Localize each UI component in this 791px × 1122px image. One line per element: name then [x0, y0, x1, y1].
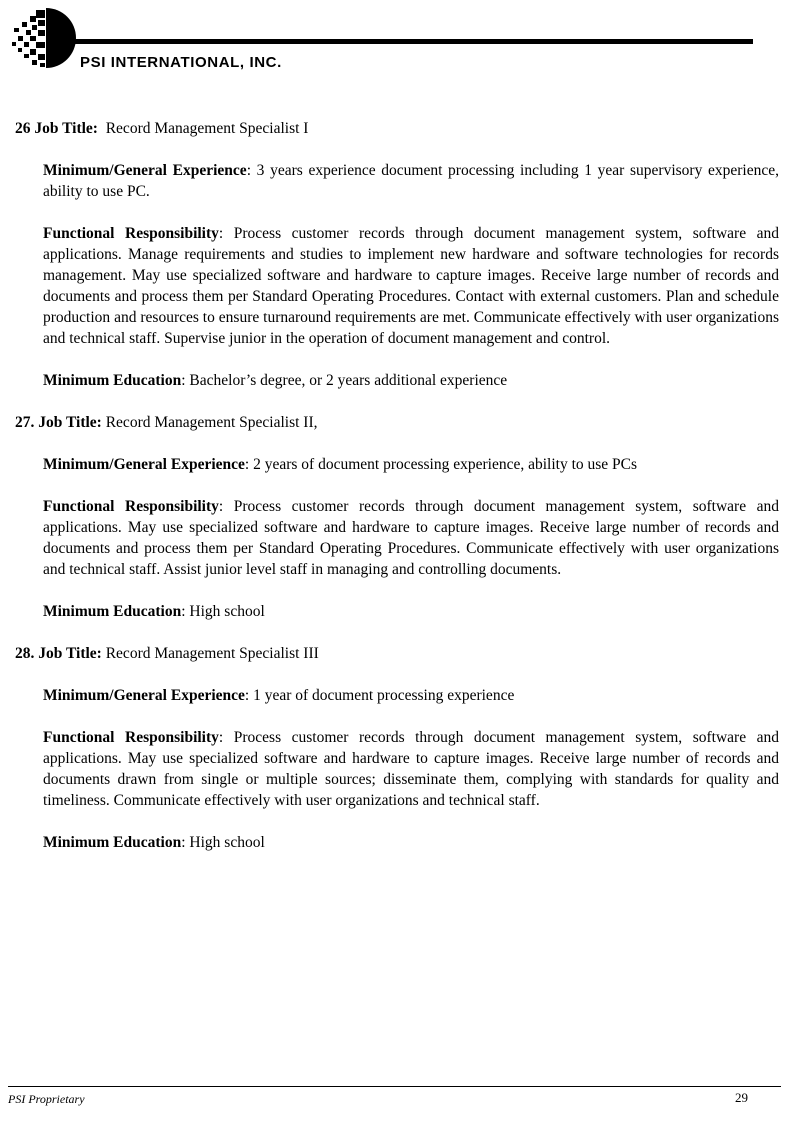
experience-label: Minimum/General Experience	[43, 687, 245, 704]
job-title-label: Job Title:	[34, 120, 98, 137]
job-heading	[15, 643, 779, 664]
education-paragraph	[43, 832, 779, 853]
psi-logo-icon	[8, 6, 80, 70]
education-text: : Bachelor’s degree, or 2 years additional experience	[181, 372, 508, 389]
job-number: 28.	[15, 645, 35, 662]
job-title: Record Management Specialist III	[105, 645, 319, 662]
experience-label: Minimum/General Experience	[43, 456, 245, 473]
job-entry	[15, 412, 779, 622]
responsibility-label: Functional Responsibility	[43, 225, 219, 242]
experience-text: : 2 years of document processing experience, ability to use PCs	[244, 456, 638, 473]
job-descriptions	[15, 118, 779, 853]
job-entry	[15, 643, 779, 853]
responsibility-text: : Process customer records through document management system, software and applications. Manage requirements and studies to implement new hardware and software technologies for records management. May use specialized software and hardware to capture images. Receive large number of records and documents and process them per Standard Operating Procedures. Contact with external customers. Plan and schedule production and resources to ensure turnaround requirements are met. Communicate effectively with user organizations and technical staff. Supervise junior in the operation of document management and control.	[43, 225, 779, 347]
job-number: 27.	[15, 414, 35, 431]
job-number: 26	[15, 120, 31, 137]
education-label: Minimum Education	[43, 372, 182, 389]
job-heading	[15, 118, 779, 139]
company-name: PSI INTERNATIONAL, INC.	[80, 54, 282, 71]
experience-text: : 1 year of document processing experience	[244, 687, 515, 704]
header-rule	[70, 39, 753, 44]
responsibility-paragraph	[43, 496, 779, 580]
responsibility-text: : Process customer records through document management system, software and applications. May use specialized software and hardware to capture images. Receive large number of records and documents and process them per Standard Operating Procedures. Communicate effectively with user organizations and technical staff. Assist junior level staff in managing and controlling documents.	[43, 498, 779, 578]
responsibility-text: : Process customer records through document management system, software and applications. May use specialized software and hardware to capture images. Receive large number of records and documents drawn from single or multiple sources; disseminate them, complying with standards for quality and timeliness. Communicate effectively with user organizations and technical staff.	[43, 729, 779, 809]
job-entry	[15, 118, 779, 391]
experience-paragraph	[43, 160, 779, 202]
responsibility-label: Functional Responsibility	[43, 729, 219, 746]
job-title-label: Job Title:	[38, 414, 102, 431]
job-title: Record Management Specialist I	[105, 120, 309, 137]
responsibility-paragraph	[43, 223, 779, 349]
education-text: : High school	[181, 603, 265, 620]
page-number: 29	[735, 1090, 748, 1105]
experience-paragraph	[43, 685, 779, 706]
job-title-label: Job Title:	[38, 645, 102, 662]
footer-proprietary: PSI Proprietary	[8, 1092, 85, 1106]
education-text: : High school	[181, 834, 265, 851]
footer-rule	[8, 1086, 781, 1087]
experience-paragraph	[43, 454, 779, 475]
education-label: Minimum Education	[43, 834, 182, 851]
job-heading	[15, 412, 779, 433]
experience-label: Minimum/General Experience	[43, 162, 247, 179]
job-title: Record Management Specialist II,	[105, 414, 318, 431]
education-paragraph	[43, 370, 779, 391]
education-paragraph	[43, 601, 779, 622]
education-label: Minimum Education	[43, 603, 182, 620]
responsibility-paragraph	[43, 727, 779, 811]
responsibility-label: Functional Responsibility	[43, 498, 219, 515]
experience-text: : 3 years experience document processing including 1 year supervisory experience, ability to use PC.	[43, 162, 779, 200]
